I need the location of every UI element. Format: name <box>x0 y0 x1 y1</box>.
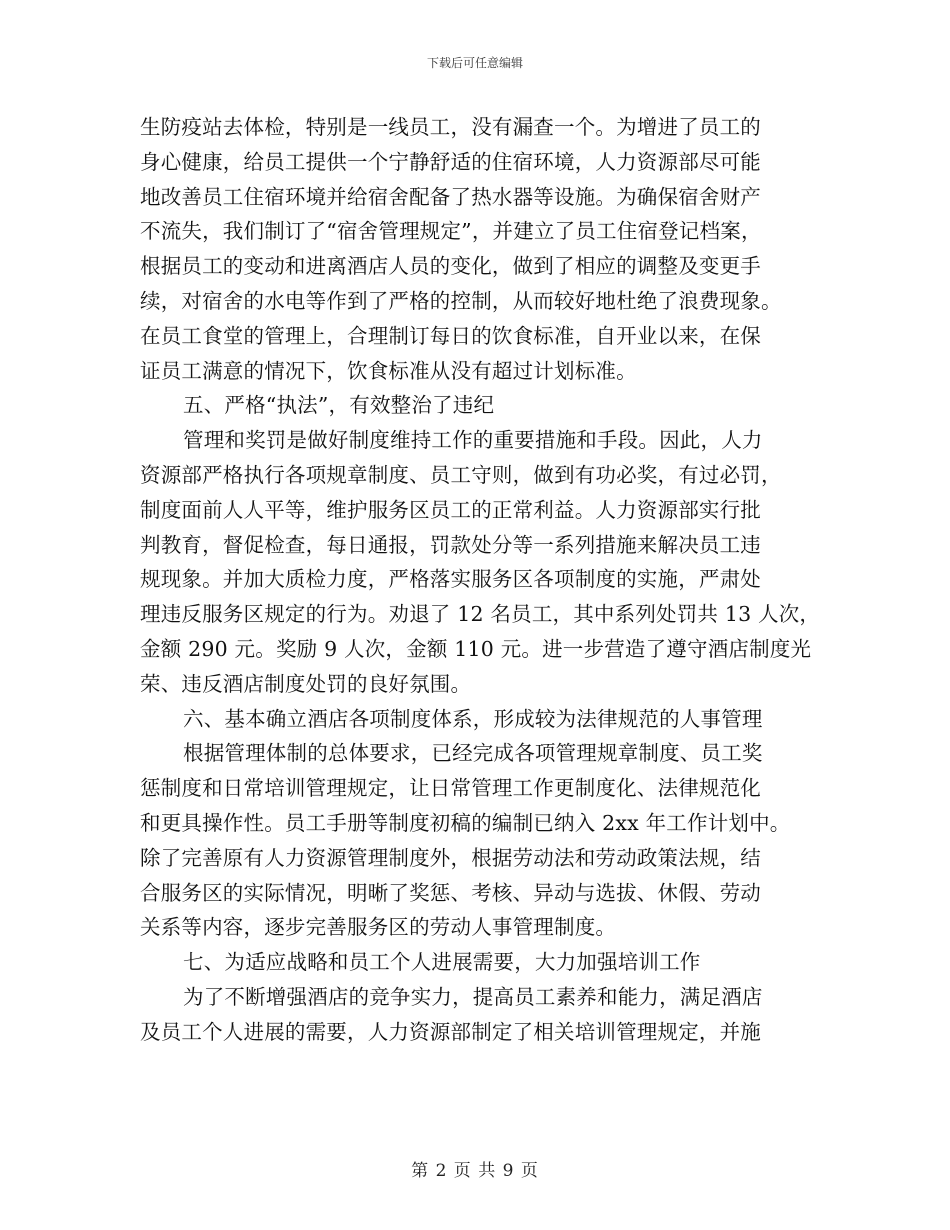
text-line: 根据员工的变动和进离酒店人员的变化，做到了相应的调整及变更手 <box>140 254 761 279</box>
text-line: 理违反服务区规定的行为。劝退了 12 名员工，其中系列处罚共 13 人次， <box>140 602 821 627</box>
text-line: 关系等内容，逐步完善服务区的劳动人事管理制度。 <box>140 915 617 940</box>
text-line: 惩制度和日常培训管理规定，让日常管理工作更制度化、法律规范化 <box>140 776 761 801</box>
text-line: 身心健康，给员工提供一个宁静舒适的住宿环境，人力资源部尽可能 <box>140 149 761 174</box>
text-line: 和更具操作性。员工手册等制度初稿的编制已纳入 2xx 年工作计划中。 <box>140 810 791 835</box>
text-line: 判教育，督促检查，每日通报，罚款处分等一系列措施来解决员工违 <box>140 532 761 557</box>
text-line: 地改善员工住宿环境并给宿舍配备了热水器等设施。为确保宿舍财产 <box>140 184 761 209</box>
text-line: 为了不断增强酒店的竞争实力，提高员工素养和能力，满足酒店 <box>183 984 763 1009</box>
text-line: 除了完善原有人力资源管理制度外，根据劳动法和劳动政策法规，结 <box>140 845 761 870</box>
text-line: 五、严格“执法”，有效整治了违纪 <box>183 393 495 418</box>
text-line: 生防疫站去体检，特别是一线员工，没有漏查一个。为增进了员工的 <box>140 115 761 139</box>
page-footer-number: 第 2 页 共 9 页 <box>411 1161 539 1181</box>
text-line: 七、为适应战略和员工个人进展需要，大力加强培训工作 <box>183 950 701 975</box>
text-line: 续，对宿舍的水电等作到了严格的控制，从而较好地杜绝了浪费现象。 <box>140 288 782 313</box>
text-line: 在员工食堂的管理上，合理制订每日的饮食标准，自开业以来，在保 <box>140 323 761 348</box>
text-line: 资源部严格执行各项规章制度、员工守则，做到有功必奖，有过必罚， <box>140 462 782 487</box>
text-line: 证员工满意的情况下，饮食标准从没有超过计划标准。 <box>140 358 637 383</box>
text-line: 六、基本确立酒店各项制度体系，形成较为法律规范的人事管理 <box>183 706 763 731</box>
text-line: 及员工个人进展的需要，人力资源部制定了相关培训管理规定，并施 <box>140 1019 761 1044</box>
text-line: 根据管理体制的总体要求，已经完成各项管理规章制度、员工奖 <box>183 741 763 766</box>
text-line: 不流失，我们制订了“宿舍管理规定”，并建立了员工住宿登记档案， <box>140 219 762 244</box>
text-line: 管理和奖罚是做好制度维持工作的重要措施和手段。因此，人力 <box>183 428 763 453</box>
document-body <box>140 110 830 1050</box>
page-header-note: 下载后可任意编辑 <box>426 56 523 70</box>
text-line: 荣、违反酒店制度处罚的良好氛围。 <box>140 671 472 696</box>
text-line: 金额 290 元。奖励 9 人次，金额 110 元。进一步营造了遵守酒店制度光 <box>140 636 812 661</box>
text-line: 合服务区的实际情况，明晰了奖惩、考核、异动与选拔、休假、劳动 <box>140 880 761 905</box>
text-line: 规现象。并加大质检力度，严格落实服务区各项制度的实施，严肃处 <box>140 567 761 592</box>
text-line: 制度面前人人平等，维护服务区员工的正常利益。人力资源部实行批 <box>140 497 761 522</box>
